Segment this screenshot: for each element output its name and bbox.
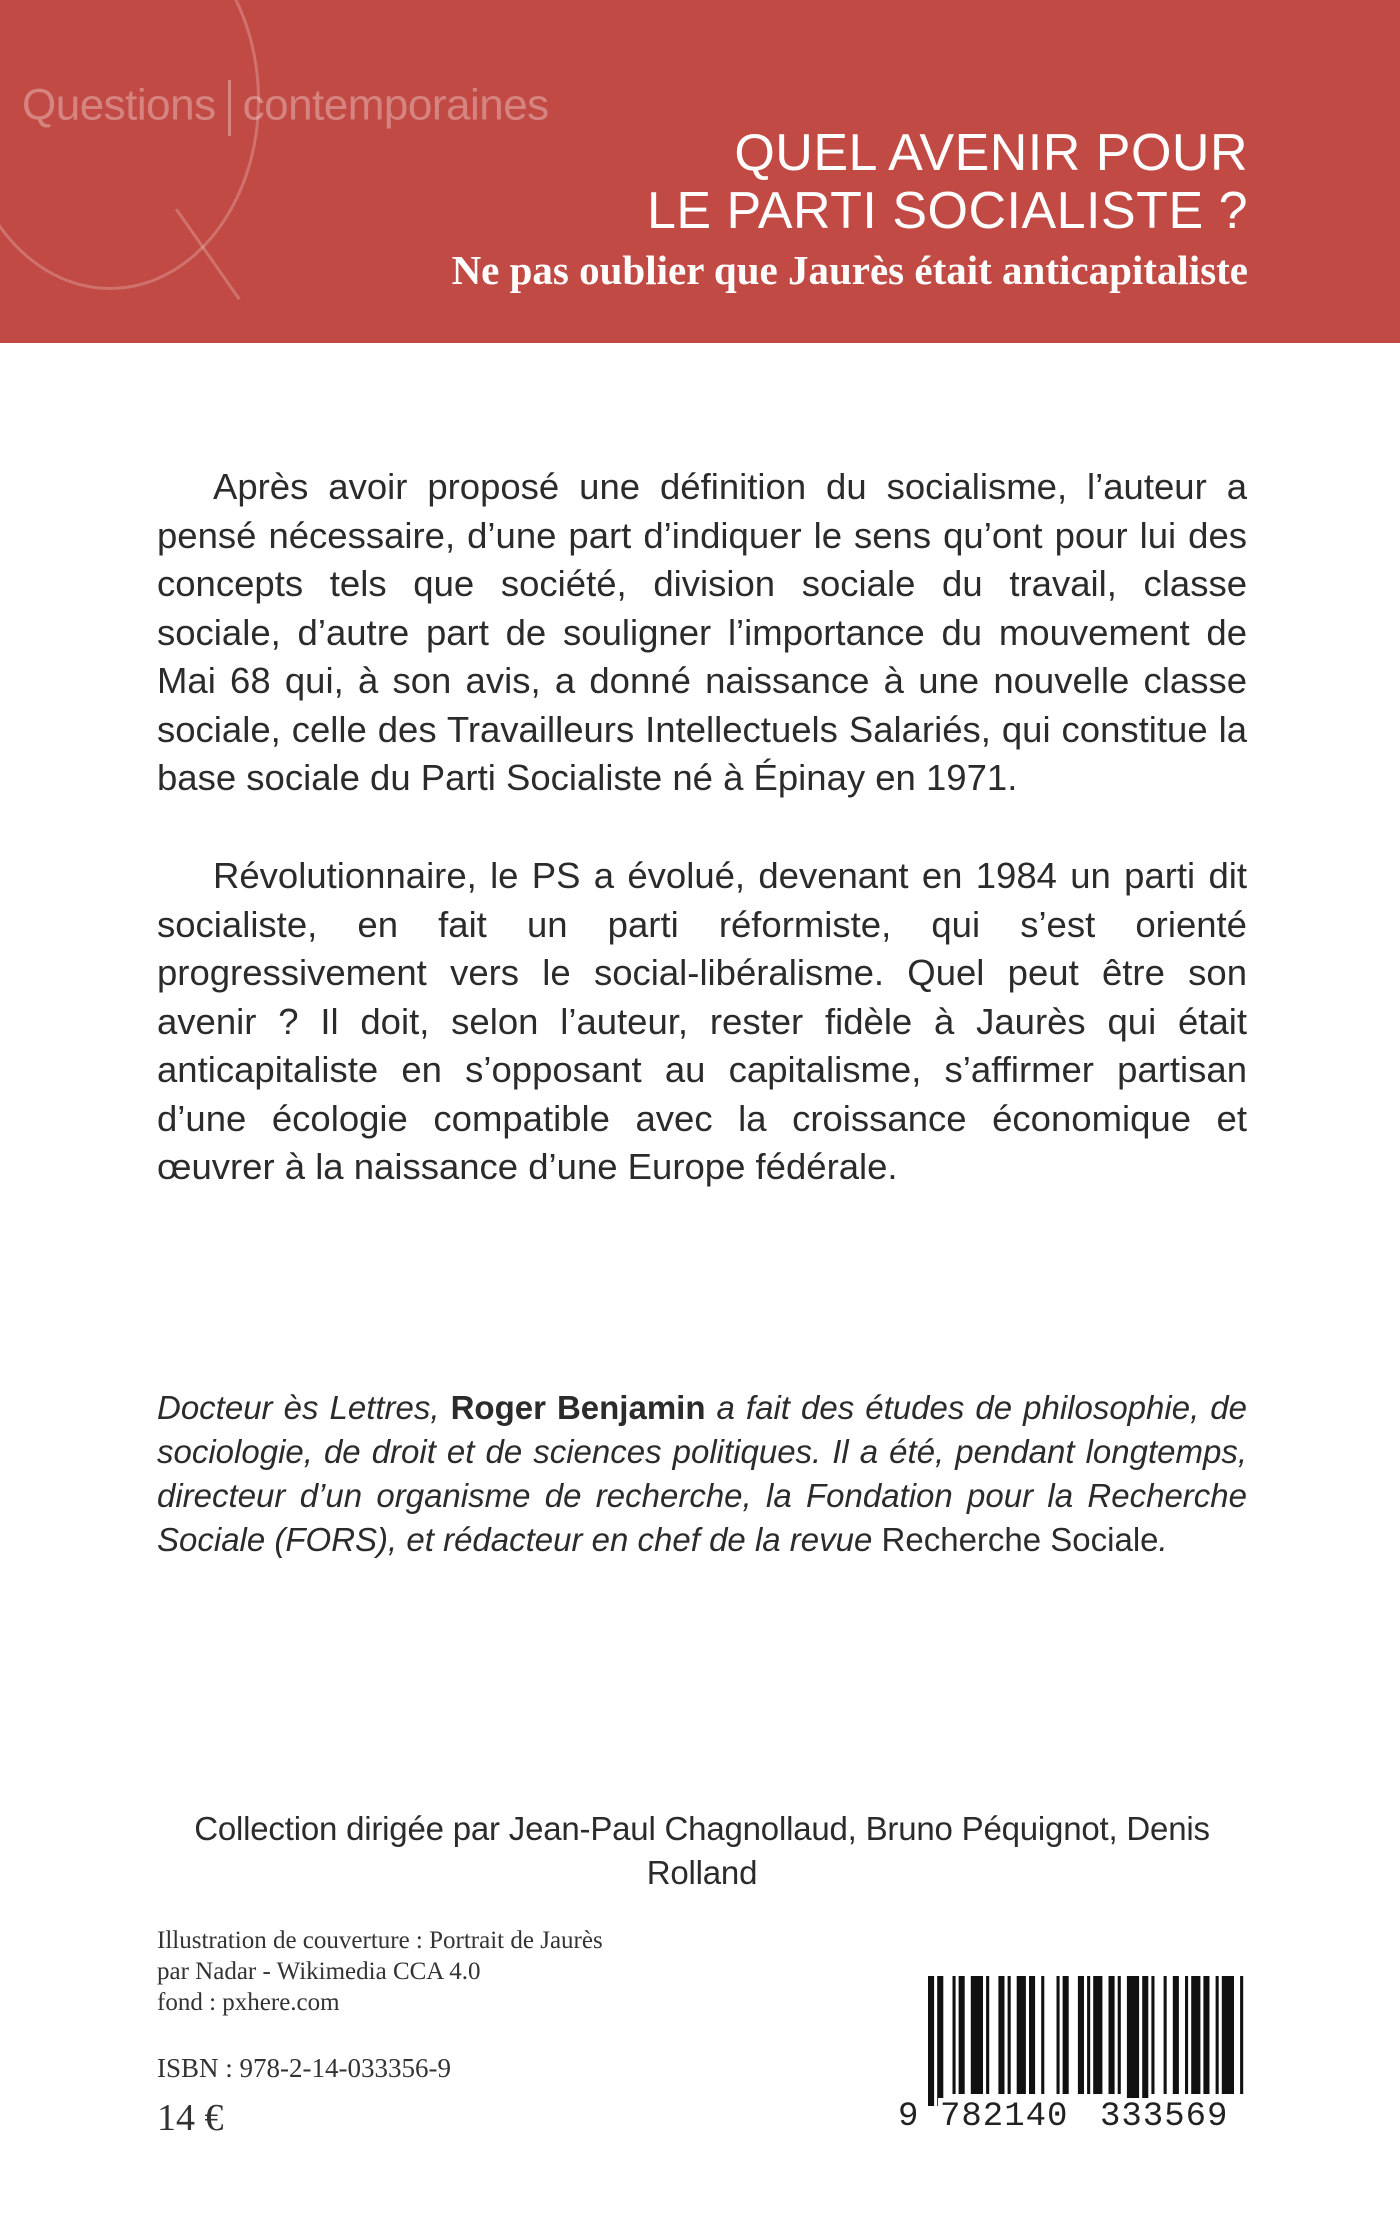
collection-editors: Collection dirigée par Jean-Paul Chagnollaud, Bruno Péquignot, Denis Rolland: [194, 1810, 1210, 1891]
book-subtitle: Ne pas oublier que Jaurès était anticapitaliste: [451, 247, 1248, 293]
series-separator: [228, 80, 231, 136]
barcode-bar: [1087, 1976, 1090, 2094]
book-title-line1: QUEL AVENIR POUR: [734, 124, 1248, 182]
isbn: ISBN : 978-2-14-033356-9: [157, 2053, 451, 2083]
journal-name: Recherche Sociale: [881, 1521, 1159, 1558]
barcode-first-digit: 9: [898, 2098, 920, 2136]
book-title: [647, 124, 1248, 240]
barcode-bar: [1185, 1976, 1188, 2094]
bio-prefix: Docteur ès Lettres,: [157, 1389, 451, 1426]
author-name: Roger Benjamin: [450, 1389, 706, 1426]
series-name-left: Questions: [22, 80, 216, 130]
book-title-line2: LE PARTI SOCIALISTE ?: [646, 182, 1248, 240]
barcode-bar: [1151, 1976, 1154, 2094]
barcode-bar: [1164, 1976, 1167, 2094]
barcode-bar: [998, 1976, 1004, 2094]
barcode-bar: [1057, 1976, 1060, 2094]
price: 14 €: [157, 2097, 224, 2139]
barcode-bar: [1203, 1976, 1209, 2094]
barcode-bar: [971, 1976, 983, 2094]
barcode-right-group: 333569: [1100, 2098, 1229, 2136]
header-band: [0, 0, 1400, 343]
barcode-bar: [1078, 1976, 1084, 2094]
author-bio: [157, 1386, 1247, 1562]
barcode-bar: [1222, 1976, 1234, 2094]
bio-text: a fait des études de philosophie, de sociologie, de droit et de sciences politiques. Il a été, pendant longtemps, directeur d’un organisme de recherche, la Fondation pour la Recherche Sociale (FORS), et rédacteur en chef de la revue: [157, 1389, 1247, 1558]
barcode-bar: [1109, 1976, 1115, 2094]
barcode-bar: [1008, 1976, 1011, 2094]
credits-line1: Illustration de couverture : Portrait de Jaurès: [157, 1927, 603, 1954]
barcode-bar: [937, 1976, 943, 2106]
summary-paragraph-1-text: Après avoir proposé une définition du socialisme, l’auteur a pensé nécessaire, d’une part d’indiquer le sens qu’ont pour lui des concepts tels que société, division sociale du travail, classe sociale, d’autre part de souligner l’importance du mouvement de Mai 68 qui, à son avis, a donné naissance à une nouvelle classe sociale, celle des Travailleurs Intellectuels Salariés, qui constitue la base sociale du Parti Socialiste né à Épinay en 1971.: [157, 466, 1247, 798]
cover-credits: [157, 1925, 603, 2018]
summary-paragraph-1: [157, 463, 1247, 803]
barcode-left-group: 782140: [940, 2098, 1069, 2136]
barcode-bar: [1191, 1976, 1200, 2094]
barcode-bar: [1093, 1976, 1102, 2094]
barcode-bar: [959, 1976, 965, 2094]
summary-paragraph-2-text: Révolutionnaire, le PS a évolué, devenant en 1984 un parti dit socialiste, en fait un parti réformiste, qui s’est orienté progressivement vers le social-libéralisme. Quel peut être son avenir ? Il doit, selon l’auteur, rester fidèle à Jaurès qui était anticapitaliste en s’opposant au capitalisme, s’affirmer partisan d’une écologie compatible avec la croissance économique et œuvrer à la naissance d’une Europe fédérale.: [157, 855, 1247, 1187]
barcode-bar: [1240, 1976, 1243, 2094]
barcode-bar: [1216, 1976, 1219, 2094]
barcode-bar: [986, 1976, 989, 2094]
credits-line2: par Nadar - Wikimedia CCA 4.0: [157, 1958, 481, 1985]
series-name-right: contemporaines: [242, 80, 549, 130]
barcode-bar: [1173, 1976, 1179, 2094]
series-name: [22, 80, 549, 136]
barcode-bar: [1041, 1976, 1044, 2094]
barcode-bar: [1017, 1976, 1026, 2094]
barcode-graphic: [898, 1976, 1258, 2106]
barcode-icon: [898, 1976, 1258, 2176]
barcode-bar: [953, 1976, 956, 2094]
summary-paragraph-2: [157, 852, 1247, 1192]
barcode-bar: [1118, 1976, 1121, 2094]
bio-suffix: .: [1158, 1521, 1168, 1558]
barcode-bar: [928, 1976, 934, 2106]
credits-line3: fond : pxhere.com: [157, 1989, 340, 2016]
barcode-bar: [1142, 1976, 1148, 2106]
barcode-bar: [1029, 1976, 1035, 2094]
barcode-bar: [1063, 1976, 1069, 2094]
barcode-bar: [1127, 1976, 1139, 2106]
